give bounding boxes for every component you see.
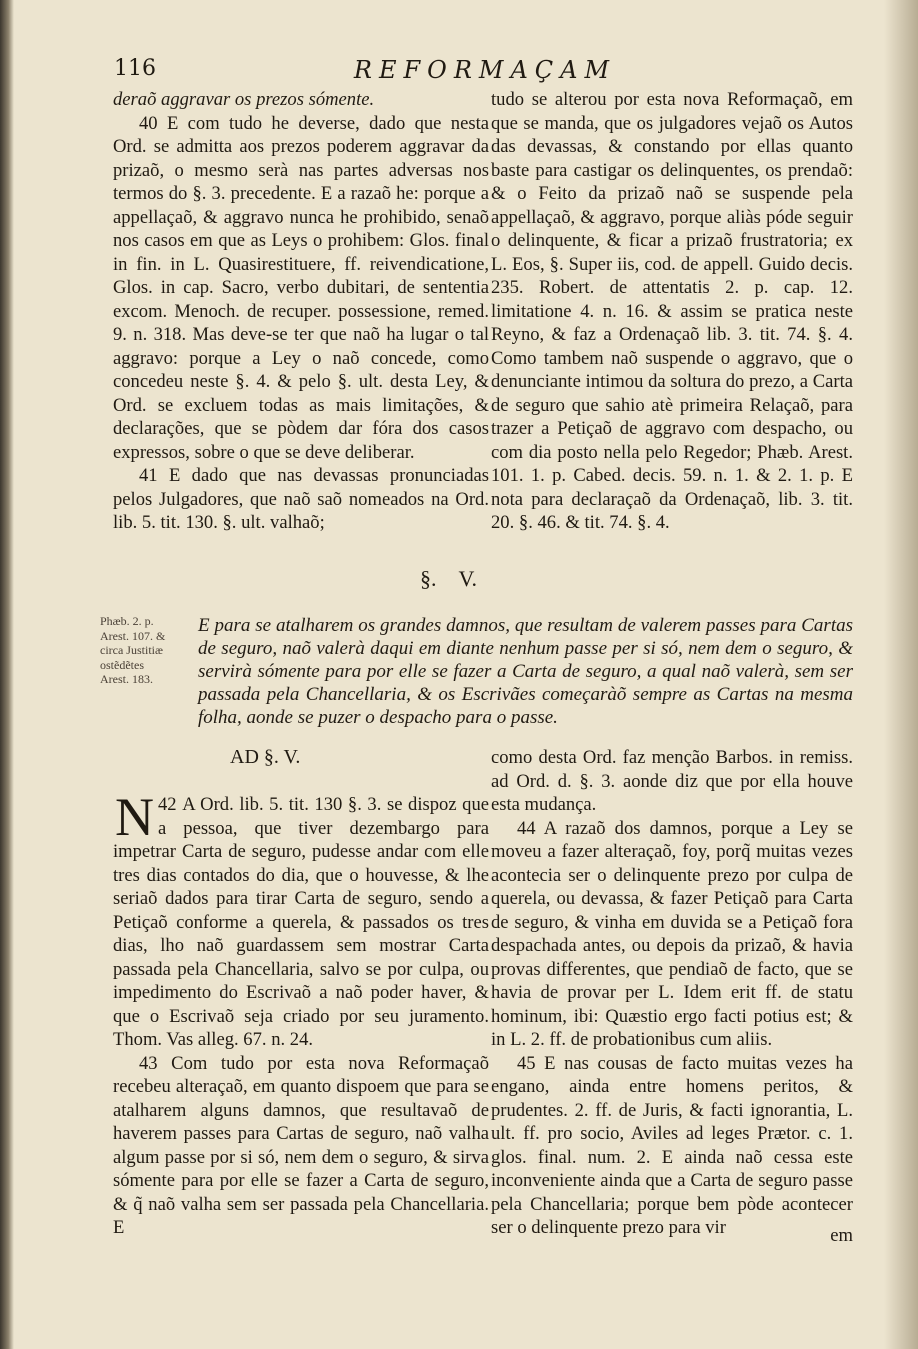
- section-sign: §.: [420, 566, 437, 591]
- running-title: REFORMAÇAM: [353, 56, 617, 84]
- page-header: [100, 56, 870, 84]
- page-number: 116: [114, 56, 156, 81]
- binding-gutter: [0, 0, 14, 1349]
- paragraph-41: 41 E dado que nas devassas pronunciadas pelos Julgadores, que naõ saõ nomeados na Ord. lib. 5. tit. 130. §. ult. valhaõ;: [113, 465, 489, 533]
- paragraph-continuation: deraõ aggravar os prezos sómente.: [113, 89, 375, 110]
- right-column-bottom: [491, 746, 853, 1240]
- commentary-heading: AD §. V.: [230, 746, 301, 768]
- left-column-top: [113, 88, 489, 535]
- paragraph-43: 43 Com tudo por esta nova Reformaçaõ recebeu alteraçaõ, em quanto dispoem que para se atalharem alguns damnos, que resultavaõ de haverem passes para Cartas de seguro, naõ valha algum passe por si só, nem dem o seguro, & sirva sómente para por elle se fazer a Carta de seguro, & q̃ naõ valha sem ser passada pela Chancellaria. E: [113, 1052, 489, 1238]
- paragraph-42-text: A Ord. lib. 5. tit. 130 §. 3. se dispoz que a pessoa, que tiver dezembargo para impetrar Carta de seguro, pudesse andar com elle tres dias contados do dia, que o houvesse, & lhe seriaõ dados para tirar Carta de seguro, sendo a Petiçaõ conforme a querela, & passados os tres dias, lho naõ guardassem sem mostrar Carta passada pela Chancellaria, salvo se por culpa, ou impedimento do Escrivaõ a naõ poder haver, & que o Escrivaõ seja criado por seu juramento. Thom. Vas alleg. 67. n. 24.: [113, 794, 490, 1050]
- paragraph-44: 44 A razaõ dos damnos, porque a Ley se moveu a fazer alteraçaõ, foy, porq̃ muitas vezes acontecia ser o delinquente prezo por culpa de querela, ou devassa, & fazer Petiçaõ para Carta de seguro, & vinha em duvida se a Petiçaõ fora despachada antes, ou depois da prizaõ, & havia provas differentes, que pendiaõ de facto, que se havia de provar per L. Idem erit ff. de statu hominum, ibi: Quæstio ergo facti potius est; & in L. 2. ff. de probationibus cum aliis.: [491, 817, 853, 1050]
- right-column-top: [491, 88, 853, 535]
- paragraph-number: 42: [158, 794, 177, 815]
- section-heading: [420, 566, 620, 592]
- paragraph-42: [113, 787, 490, 1052]
- paragraph-40: 40 E com tudo he deverse, dado que nesta Ord. se admitta aos prezos poderem aggravar da prizaõ, o mesmo serà nas partes adversas nos termos do §. 3. precedente. E a razaõ he: porque a appellaçaõ, & aggravo nunca he prohibido, senaõ nos casos em que as Leys o prohibem: Glos. final in fin. in L. Quasirestituere, ff. reivendicatione, Glos. in cap. Sacro, verbo dubitari, de sententia excom. Menoch. de recuper. possessione, remed. 9. n. 318. Mas deve-se ter que naõ ha lugar o tal aggravo: porque a Ley o naõ concede, como concedeu neste §. 4. & pelo §. ult. desta Ley, & Ord. se excluem todas as mais limitações, & declarações, que se pòdem dar fóra dos casos expressos, sobre o que se deve deliberar.: [113, 112, 489, 463]
- section-number: V.: [458, 566, 478, 591]
- section-text: E para se atalharem os grandes damnos, que resultam de valerem passes para Cartas de seguro, naõ valerà daqui em diante nenhum passe per si só, nem dem o seguro, & servirà sómente para por elle se fazer a Carta de seguro, a qual naõ valerà, sem ser passada pela Chancellaria, & os Escrivães começaràõ sempre as Cartas na mesma folha, aonde se puzer o despacho para o passe.: [198, 615, 853, 728]
- paragraph-41-continued: tudo se alterou por esta nova Reformaçaõ, em que se manda, que os julgadores vejaõ os Autos das devassas, & constando por ellas quanto baste para castigar os delinquentes, os prendaõ: & o Feito da prizaõ naõ se suspende pela appellaçaõ, & aggravo, porque aliàs póde seguir o delinquente, & ficar a prizaõ frustratoria; ex L. Eos, §. Super iis, cod. de appell. Guido decis. 235. Robert. de attentatis 2. p. cap. 12. limitatione 4. n. 16. & assim se pratica neste Reyno, & faz a Ordenaçaõ lib. 3. tit. 74. §. 4. Como tambem naõ suspende o aggravo, que o denunciante intimou da soltura do prezo, a Carta de seguro que sahio atè primeira Relaçaõ, para trazer a Petiçaõ de aggravo com despacho, ou com dia posto nella pelo Regedor; Phæb. Arest. 101. 1. p. Cabed. decis. 59. n. 1. & 2. 1. p. E nota para declaraçaõ da Ordenaçaõ, lib. 3. tit. 20. §. 46. & tit. 74. §. 4.: [491, 89, 853, 533]
- drop-cap: N: [115, 787, 154, 847]
- paragraph-43-continued: como desta Ord. faz menção Barbos. in remiss. ad Ord. d. §. 3. aonde diz que por ella houve esta mudança.: [491, 747, 853, 815]
- catchword: em: [830, 1225, 853, 1246]
- left-column-bottom: [113, 787, 490, 1240]
- paragraph-45: 45 E nas cousas de facto muitas vezes ha engano, ainda entre homens peritos, & prudentes. 2. ff. de Juris, & facti ignorantia, L. ult. ff. pro socio, Aviles ad leges Prætor. c. 1. glos. final. num. 2. E ainda naõ cessa este inconveniente ainda que a Carta de seguro passe pela Chancellaria; porque bem pòde acontecer ser o delinquente prezo para vir: [491, 1052, 853, 1238]
- margin-note: Phæb. 2. p. Arest. 107. & circa Justitiæ ostẽdẽtes Arest. 183.: [100, 614, 166, 686]
- page-edge-shade: [884, 0, 918, 1349]
